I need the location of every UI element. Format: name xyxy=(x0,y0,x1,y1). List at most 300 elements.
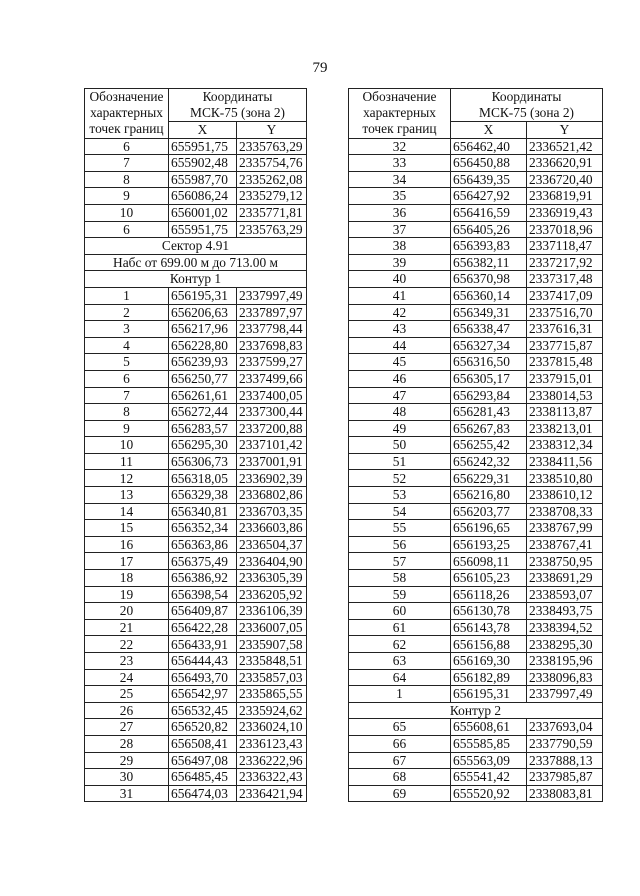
point-id-cell: 25 xyxy=(85,686,169,703)
y-coordinate-cell: 2335771,81 xyxy=(237,204,307,221)
point-id-cell: 68 xyxy=(349,769,451,786)
y-coordinate-cell: 2337300,44 xyxy=(237,404,307,421)
y-coordinate-cell: 2338691,29 xyxy=(527,570,603,587)
x-coordinate-cell: 655951,75 xyxy=(169,138,237,155)
coordinate-system: МСК-75 (зона 2) xyxy=(190,105,285,120)
table-row xyxy=(85,503,307,520)
y-coordinate-cell: 2337118,47 xyxy=(527,238,603,255)
point-id-cell: 35 xyxy=(349,188,451,205)
y-coordinate-cell: 2336421,94 xyxy=(237,785,307,802)
table-row xyxy=(85,603,307,620)
table-row xyxy=(349,470,603,487)
y-coordinate-cell: 2338096,83 xyxy=(527,669,603,686)
y-coordinate-cell: 2337790,59 xyxy=(527,735,603,752)
x-coordinate-cell: 656196,65 xyxy=(451,520,527,537)
y-coordinate-cell: 2338014,53 xyxy=(527,387,603,404)
y-coordinate-cell: 2337698,83 xyxy=(237,337,307,354)
x-coordinate-cell: 656086,24 xyxy=(169,188,237,205)
table-row xyxy=(85,636,307,653)
section-row xyxy=(85,238,307,255)
table-row xyxy=(349,553,603,570)
x-coordinate-cell: 656398,54 xyxy=(169,586,237,603)
x-coordinate-cell: 656386,92 xyxy=(169,570,237,587)
table-row xyxy=(349,138,603,155)
table-row xyxy=(349,188,603,205)
x-coordinate-cell: 655951,75 xyxy=(169,221,237,238)
point-id-cell: 9 xyxy=(85,188,169,205)
point-id-cell: 23 xyxy=(85,653,169,670)
table-row xyxy=(85,453,307,470)
x-coordinate-cell: 656228,80 xyxy=(169,337,237,354)
y-coordinate-cell: 2337101,42 xyxy=(237,437,307,454)
y-coordinate-cell: 2337985,87 xyxy=(527,769,603,786)
point-id-cell: 9 xyxy=(85,420,169,437)
y-coordinate-cell: 2337317,48 xyxy=(527,271,603,288)
x-coordinate-cell: 655563,09 xyxy=(451,752,527,769)
right-table-body xyxy=(349,138,603,802)
point-id-cell: 4 xyxy=(85,337,169,354)
x-coordinate-cell: 656195,31 xyxy=(451,686,527,703)
point-id-cell: 46 xyxy=(349,370,451,387)
y-coordinate-cell: 2337499,66 xyxy=(237,370,307,387)
y-coordinate-cell: 2338708,33 xyxy=(527,503,603,520)
table-row xyxy=(85,487,307,504)
y-coordinate-cell: 2337997,49 xyxy=(527,686,603,703)
point-id-cell: 60 xyxy=(349,603,451,620)
y-coordinate-cell: 2336106,39 xyxy=(237,603,307,620)
point-header-line-1: Обозначение xyxy=(362,89,437,105)
x-coordinate-cell: 656462,40 xyxy=(451,138,527,155)
x-coordinate-cell: 656306,73 xyxy=(169,453,237,470)
x-coordinate-cell: 656105,23 xyxy=(451,570,527,587)
table-row xyxy=(85,337,307,354)
point-id-cell: 48 xyxy=(349,404,451,421)
x-coordinate-cell: 656239,93 xyxy=(169,354,237,371)
point-id-cell: 31 xyxy=(85,785,169,802)
x-coordinate-cell: 656327,34 xyxy=(451,337,527,354)
point-id-cell: 6 xyxy=(85,370,169,387)
point-id-cell: 15 xyxy=(85,520,169,537)
table-row xyxy=(85,653,307,670)
x-coordinate-cell: 655520,92 xyxy=(451,785,527,802)
y-coordinate-cell: 2338312,34 xyxy=(527,437,603,454)
point-header-line-2: характерных xyxy=(363,105,436,121)
x-coordinate-cell: 656217,96 xyxy=(169,321,237,338)
table-row xyxy=(349,337,603,354)
y-coordinate-cell: 2336720,40 xyxy=(527,171,603,188)
y-coordinate-cell: 2338394,52 xyxy=(527,619,603,636)
x-coordinate-cell: 656329,38 xyxy=(169,487,237,504)
x-coordinate-cell: 655541,42 xyxy=(451,769,527,786)
x-coordinate-cell: 656532,45 xyxy=(169,702,237,719)
point-id-cell: 37 xyxy=(349,221,451,238)
x-coordinate-cell: 656118,26 xyxy=(451,586,527,603)
y-column-header: Y xyxy=(527,122,603,139)
x-coordinate-cell: 656182,89 xyxy=(451,669,527,686)
point-designation-header xyxy=(85,89,169,139)
point-id-cell: 63 xyxy=(349,653,451,670)
point-id-cell: 8 xyxy=(85,404,169,421)
x-coordinate-cell: 655902,48 xyxy=(169,155,237,172)
y-coordinate-cell: 2337888,13 xyxy=(527,752,603,769)
y-coordinate-cell: 2337400,05 xyxy=(237,387,307,404)
table-row xyxy=(349,636,603,653)
x-coordinate-cell: 656382,11 xyxy=(451,254,527,271)
table-row xyxy=(85,669,307,686)
table-row xyxy=(85,188,307,205)
point-id-cell: 69 xyxy=(349,785,451,802)
x-coordinate-cell: 656433,91 xyxy=(169,636,237,653)
x-coordinate-cell: 656542,97 xyxy=(169,686,237,703)
point-id-cell: 42 xyxy=(349,304,451,321)
table-row xyxy=(349,287,603,304)
point-id-cell: 36 xyxy=(349,204,451,221)
y-coordinate-cell: 2338295,30 xyxy=(527,636,603,653)
point-id-cell: 24 xyxy=(85,669,169,686)
coordinates-header xyxy=(451,89,603,122)
point-id-cell: 43 xyxy=(349,321,451,338)
coordinates-table-right xyxy=(348,88,603,802)
point-id-cell: 2 xyxy=(85,304,169,321)
table-row xyxy=(349,453,603,470)
y-coordinate-cell: 2338113,87 xyxy=(527,404,603,421)
table-row xyxy=(85,321,307,338)
y-column-header: Y xyxy=(237,122,307,139)
point-id-cell: 12 xyxy=(85,470,169,487)
point-id-cell: 26 xyxy=(85,702,169,719)
table-row xyxy=(349,669,603,686)
point-id-cell: 5 xyxy=(85,354,169,371)
point-id-cell: 6 xyxy=(85,221,169,238)
section-label: Сектор 4.91 xyxy=(85,238,307,255)
y-coordinate-cell: 2337516,70 xyxy=(527,304,603,321)
x-coordinate-cell: 656416,59 xyxy=(451,204,527,221)
table-row xyxy=(85,553,307,570)
x-column-header: X xyxy=(169,122,237,139)
point-id-cell: 19 xyxy=(85,586,169,603)
table-row xyxy=(349,321,603,338)
y-coordinate-cell: 2337693,04 xyxy=(527,719,603,736)
x-coordinate-cell: 656520,82 xyxy=(169,719,237,736)
point-id-cell: 41 xyxy=(349,287,451,304)
table-row xyxy=(85,702,307,719)
point-id-cell: 6 xyxy=(85,138,169,155)
table-row xyxy=(85,470,307,487)
table-row xyxy=(349,735,603,752)
y-coordinate-cell: 2338195,96 xyxy=(527,653,603,670)
x-coordinate-cell: 656497,08 xyxy=(169,752,237,769)
y-coordinate-cell: 2337217,92 xyxy=(527,254,603,271)
x-coordinate-cell: 656216,80 xyxy=(451,487,527,504)
x-coordinate-cell: 656370,98 xyxy=(451,271,527,288)
y-coordinate-cell: 2335924,62 xyxy=(237,702,307,719)
y-coordinate-cell: 2337815,48 xyxy=(527,354,603,371)
point-id-cell: 13 xyxy=(85,487,169,504)
table-row xyxy=(349,354,603,371)
y-coordinate-cell: 2338083,81 xyxy=(527,785,603,802)
x-coordinate-cell: 656450,88 xyxy=(451,155,527,172)
y-coordinate-cell: 2337997,49 xyxy=(237,287,307,304)
x-coordinate-cell: 656242,32 xyxy=(451,453,527,470)
table-row xyxy=(85,204,307,221)
point-designation-header xyxy=(349,89,451,139)
table-row xyxy=(349,370,603,387)
point-id-cell: 47 xyxy=(349,387,451,404)
y-coordinate-cell: 2337200,88 xyxy=(237,420,307,437)
table-row xyxy=(349,719,603,736)
point-id-cell: 20 xyxy=(85,603,169,620)
point-id-cell: 8 xyxy=(85,171,169,188)
x-coordinate-cell: 656156,88 xyxy=(451,636,527,653)
section-row xyxy=(85,254,307,271)
table-row xyxy=(349,254,603,271)
y-coordinate-cell: 2337715,87 xyxy=(527,337,603,354)
point-id-cell: 50 xyxy=(349,437,451,454)
point-id-cell: 14 xyxy=(85,503,169,520)
x-coordinate-cell: 656422,28 xyxy=(169,619,237,636)
y-coordinate-cell: 2336902,39 xyxy=(237,470,307,487)
coordinates-header xyxy=(169,89,307,122)
point-id-cell: 27 xyxy=(85,719,169,736)
point-header-line-3: точек границ xyxy=(362,121,437,137)
y-coordinate-cell: 2335279,12 xyxy=(237,188,307,205)
x-coordinate-cell: 656267,83 xyxy=(451,420,527,437)
y-coordinate-cell: 2337599,27 xyxy=(237,354,307,371)
y-coordinate-cell: 2336603,86 xyxy=(237,520,307,537)
x-coordinate-cell: 656493,70 xyxy=(169,669,237,686)
table-row xyxy=(349,536,603,553)
y-coordinate-cell: 2337616,31 xyxy=(527,321,603,338)
table-row xyxy=(85,420,307,437)
table-row xyxy=(85,304,307,321)
table-row xyxy=(85,785,307,802)
left-table-body xyxy=(85,138,307,802)
section-row xyxy=(85,271,307,288)
x-coordinate-cell: 656283,57 xyxy=(169,420,237,437)
x-column-header: X xyxy=(451,122,527,139)
y-coordinate-cell: 2337798,44 xyxy=(237,321,307,338)
table-row xyxy=(85,586,307,603)
table-row xyxy=(349,752,603,769)
table-row xyxy=(85,221,307,238)
table-row xyxy=(349,304,603,321)
y-coordinate-cell: 2338767,41 xyxy=(527,536,603,553)
y-coordinate-cell: 2336123,43 xyxy=(237,735,307,752)
x-coordinate-cell: 656281,43 xyxy=(451,404,527,421)
table-row xyxy=(349,520,603,537)
table-row xyxy=(349,603,603,620)
table-row xyxy=(85,686,307,703)
x-coordinate-cell: 656352,34 xyxy=(169,520,237,537)
x-coordinate-cell: 656409,87 xyxy=(169,603,237,620)
table-row xyxy=(349,586,603,603)
point-header-line-3: точек границ xyxy=(89,121,164,137)
point-id-cell: 7 xyxy=(85,387,169,404)
x-coordinate-cell: 656255,42 xyxy=(451,437,527,454)
table-row xyxy=(349,204,603,221)
point-id-cell: 32 xyxy=(349,138,451,155)
section-label: Контур 1 xyxy=(85,271,307,288)
x-coordinate-cell: 656261,61 xyxy=(169,387,237,404)
table-row xyxy=(85,171,307,188)
point-id-cell: 1 xyxy=(349,686,451,703)
y-coordinate-cell: 2336205,92 xyxy=(237,586,307,603)
x-coordinate-cell: 656360,14 xyxy=(451,287,527,304)
x-coordinate-cell: 656439,35 xyxy=(451,171,527,188)
point-id-cell: 18 xyxy=(85,570,169,587)
point-id-cell: 34 xyxy=(349,171,451,188)
point-id-cell: 1 xyxy=(85,287,169,304)
table-row xyxy=(85,752,307,769)
y-coordinate-cell: 2336504,37 xyxy=(237,536,307,553)
x-coordinate-cell: 656206,63 xyxy=(169,304,237,321)
x-coordinate-cell: 656363,86 xyxy=(169,536,237,553)
y-coordinate-cell: 2336305,39 xyxy=(237,570,307,587)
x-coordinate-cell: 656295,30 xyxy=(169,437,237,454)
point-id-cell: 10 xyxy=(85,204,169,221)
x-coordinate-cell: 656305,17 xyxy=(451,370,527,387)
point-id-cell: 62 xyxy=(349,636,451,653)
y-coordinate-cell: 2338213,01 xyxy=(527,420,603,437)
point-id-cell: 10 xyxy=(85,437,169,454)
table-row xyxy=(349,487,603,504)
point-id-cell: 38 xyxy=(349,238,451,255)
x-coordinate-cell: 656474,03 xyxy=(169,785,237,802)
x-coordinate-cell: 656338,47 xyxy=(451,321,527,338)
point-id-cell: 30 xyxy=(85,769,169,786)
y-coordinate-cell: 2336024,10 xyxy=(237,719,307,736)
y-coordinate-cell: 2336919,43 xyxy=(527,204,603,221)
x-coordinate-cell: 656375,49 xyxy=(169,553,237,570)
table-row xyxy=(349,785,603,802)
y-coordinate-cell: 2335262,08 xyxy=(237,171,307,188)
x-coordinate-cell: 656169,30 xyxy=(451,653,527,670)
point-header-line-1: Обозначение xyxy=(89,89,164,105)
coordinates-title: Координаты xyxy=(491,89,562,104)
y-coordinate-cell: 2336007,05 xyxy=(237,619,307,636)
table-row xyxy=(349,686,603,703)
table-row xyxy=(349,387,603,404)
x-coordinate-cell: 655585,85 xyxy=(451,735,527,752)
table-row xyxy=(349,404,603,421)
point-id-cell: 54 xyxy=(349,503,451,520)
section-label: Контур 2 xyxy=(349,702,603,719)
x-coordinate-cell: 655608,61 xyxy=(451,719,527,736)
point-id-cell: 66 xyxy=(349,735,451,752)
x-coordinate-cell: 655987,70 xyxy=(169,171,237,188)
point-id-cell: 39 xyxy=(349,254,451,271)
point-id-cell: 17 xyxy=(85,553,169,570)
point-id-cell: 59 xyxy=(349,586,451,603)
y-coordinate-cell: 2335763,29 xyxy=(237,221,307,238)
point-id-cell: 52 xyxy=(349,470,451,487)
point-id-cell: 11 xyxy=(85,453,169,470)
point-id-cell: 61 xyxy=(349,619,451,636)
x-coordinate-cell: 656001,02 xyxy=(169,204,237,221)
y-coordinate-cell: 2336521,42 xyxy=(527,138,603,155)
y-coordinate-cell: 2338750,95 xyxy=(527,553,603,570)
table-row xyxy=(85,370,307,387)
y-coordinate-cell: 2337915,01 xyxy=(527,370,603,387)
table-row xyxy=(349,503,603,520)
x-coordinate-cell: 656195,31 xyxy=(169,287,237,304)
y-coordinate-cell: 2336802,86 xyxy=(237,487,307,504)
x-coordinate-cell: 656349,31 xyxy=(451,304,527,321)
x-coordinate-cell: 656130,78 xyxy=(451,603,527,620)
table-row xyxy=(349,420,603,437)
y-coordinate-cell: 2336620,91 xyxy=(527,155,603,172)
x-coordinate-cell: 656250,77 xyxy=(169,370,237,387)
x-coordinate-cell: 656098,11 xyxy=(451,553,527,570)
y-coordinate-cell: 2338510,80 xyxy=(527,470,603,487)
x-coordinate-cell: 656485,45 xyxy=(169,769,237,786)
point-id-cell: 44 xyxy=(349,337,451,354)
x-coordinate-cell: 656293,84 xyxy=(451,387,527,404)
y-coordinate-cell: 2335763,29 xyxy=(237,138,307,155)
table-row xyxy=(85,536,307,553)
table-row xyxy=(85,437,307,454)
table-row xyxy=(85,769,307,786)
table-row xyxy=(85,719,307,736)
point-id-cell: 51 xyxy=(349,453,451,470)
y-coordinate-cell: 2335907,58 xyxy=(237,636,307,653)
y-coordinate-cell: 2336322,43 xyxy=(237,769,307,786)
table-row xyxy=(349,271,603,288)
x-coordinate-cell: 656340,81 xyxy=(169,503,237,520)
point-id-cell: 55 xyxy=(349,520,451,537)
x-coordinate-cell: 656508,41 xyxy=(169,735,237,752)
x-coordinate-cell: 656203,77 xyxy=(451,503,527,520)
y-coordinate-cell: 2338493,75 xyxy=(527,603,603,620)
y-coordinate-cell: 2335865,55 xyxy=(237,686,307,703)
point-id-cell: 67 xyxy=(349,752,451,769)
point-id-cell: 53 xyxy=(349,487,451,504)
table-row xyxy=(349,171,603,188)
point-id-cell: 45 xyxy=(349,354,451,371)
table-row xyxy=(85,404,307,421)
x-coordinate-cell: 656405,26 xyxy=(451,221,527,238)
y-coordinate-cell: 2336703,35 xyxy=(237,503,307,520)
y-coordinate-cell: 2338411,56 xyxy=(527,453,603,470)
y-coordinate-cell: 2335848,51 xyxy=(237,653,307,670)
point-header-line-2: характерных xyxy=(90,105,163,121)
table-row xyxy=(85,570,307,587)
table-row xyxy=(85,735,307,752)
point-id-cell: 7 xyxy=(85,155,169,172)
x-coordinate-cell: 656318,05 xyxy=(169,470,237,487)
y-coordinate-cell: 2337417,09 xyxy=(527,287,603,304)
x-coordinate-cell: 656229,31 xyxy=(451,470,527,487)
x-coordinate-cell: 656393,83 xyxy=(451,238,527,255)
y-coordinate-cell: 2338593,07 xyxy=(527,586,603,603)
table-row xyxy=(349,653,603,670)
point-id-cell: 56 xyxy=(349,536,451,553)
table-row xyxy=(85,155,307,172)
y-coordinate-cell: 2338767,99 xyxy=(527,520,603,537)
table-row xyxy=(85,287,307,304)
table-row xyxy=(349,570,603,587)
x-coordinate-cell: 656444,43 xyxy=(169,653,237,670)
point-id-cell: 65 xyxy=(349,719,451,736)
point-id-cell: 3 xyxy=(85,321,169,338)
coordinates-title: Координаты xyxy=(202,89,273,104)
point-id-cell: 58 xyxy=(349,570,451,587)
point-id-cell: 40 xyxy=(349,271,451,288)
point-id-cell: 29 xyxy=(85,752,169,769)
table-row xyxy=(349,437,603,454)
section-label: Набс от 699.00 м до 713.00 м xyxy=(85,254,307,271)
y-coordinate-cell: 2336819,91 xyxy=(527,188,603,205)
